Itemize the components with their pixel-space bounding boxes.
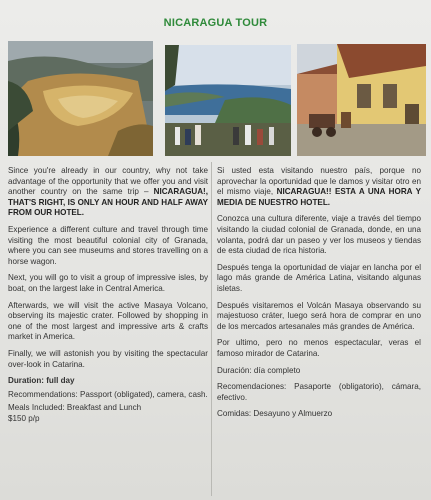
spanish-recommendations: Recomendaciones: Pasaporte (obligatorio), cámara, efectivo. (217, 382, 421, 402)
colonial-street-photo (297, 44, 426, 156)
lake-overlook-photo (165, 45, 291, 156)
spanish-intro-highlight: NICARAGUA!! ESTA A UNA HORA Y MEDIA DE NUESTRO HOTEL. (217, 187, 421, 207)
spanish-volcano: Después visitaremos el Volcán Masaya observando su majestuoso cráter, luego será hora de comprar en uno de los mercados artesanales más grandes de América. (217, 300, 421, 331)
volcano-crater-photo (8, 41, 153, 156)
english-granada: Experience a different culture and travel through time visiting the most beautiful colonial city of Granada, where you can see museums and stores travelling on a horse wagon. (8, 224, 208, 266)
english-price: $150 p/p (8, 413, 40, 423)
column-divider (211, 162, 212, 496)
spanish-granada: Conozca una cultura diferente, viaje a través del tiempo visitando la ciudad colonial de Granada, donde, en una volanta, podrá dar un paseo y ver los museos y tiendas de esta ciudad de rica historia. (217, 214, 421, 256)
english-recommendations: Recommendations: Passport (obligated), camera, cash. (8, 389, 208, 399)
english-isles: Next, you will go to visit a group of impressive isles, by boat, on the largest lake in Central America. (8, 273, 208, 293)
spanish-column (217, 166, 421, 426)
spanish-meals: Comidas: Desayuno y Almuerzo (217, 409, 333, 419)
spanish-duration: Duración: día completo (217, 365, 301, 375)
spanish-catarina: Por ultimo, pero no menos espectacular, veras el famoso mirador de Catarina. (217, 338, 421, 358)
english-intro: Since you're already in our country, why not take advantage of the opportunity that we offer you and visit another country on the same trip – NICARAGUA!, THAT'S RIGHT, IS ONLY AN HOUR AND HALF AWAY FROM OUR HOTEL. (8, 166, 208, 218)
spanish-intro: Si usted esta visitando nuestro país, porque no aprovechar la oportunidad que le damos y visitar otro en el mismo viaje, NICARAGUA!! ESTA A UNA HORA Y MEDIA DE NUESTRO HOTEL. (217, 166, 421, 207)
spanish-lake: Después tenga la oportunidad de viajar en lancha por el lago más grande de América Latina, visitando algunas isletas. (217, 262, 421, 293)
english-catarina: Finally, we will astonish you by visiting the spectacular over-look in Catarina. (8, 348, 208, 369)
english-duration: Duration: full day (8, 376, 75, 386)
english-intro-highlight: NICARAGUA!, THAT'S RIGHT, IS ONLY AN HOUR AND HALF AWAY FROM OUR HOTEL. (8, 187, 208, 218)
page-title: NICARAGUA TOUR (163, 17, 268, 29)
english-column (8, 166, 208, 424)
english-volcano: Afterwards, we will visit the active Masaya Volcano, observing its majestic crater. Followed by shopping in one of the most largest and impressive arts & crafts market in America. (8, 300, 208, 342)
english-meals: Meals Included: Breakfast and Lunch (8, 403, 142, 413)
